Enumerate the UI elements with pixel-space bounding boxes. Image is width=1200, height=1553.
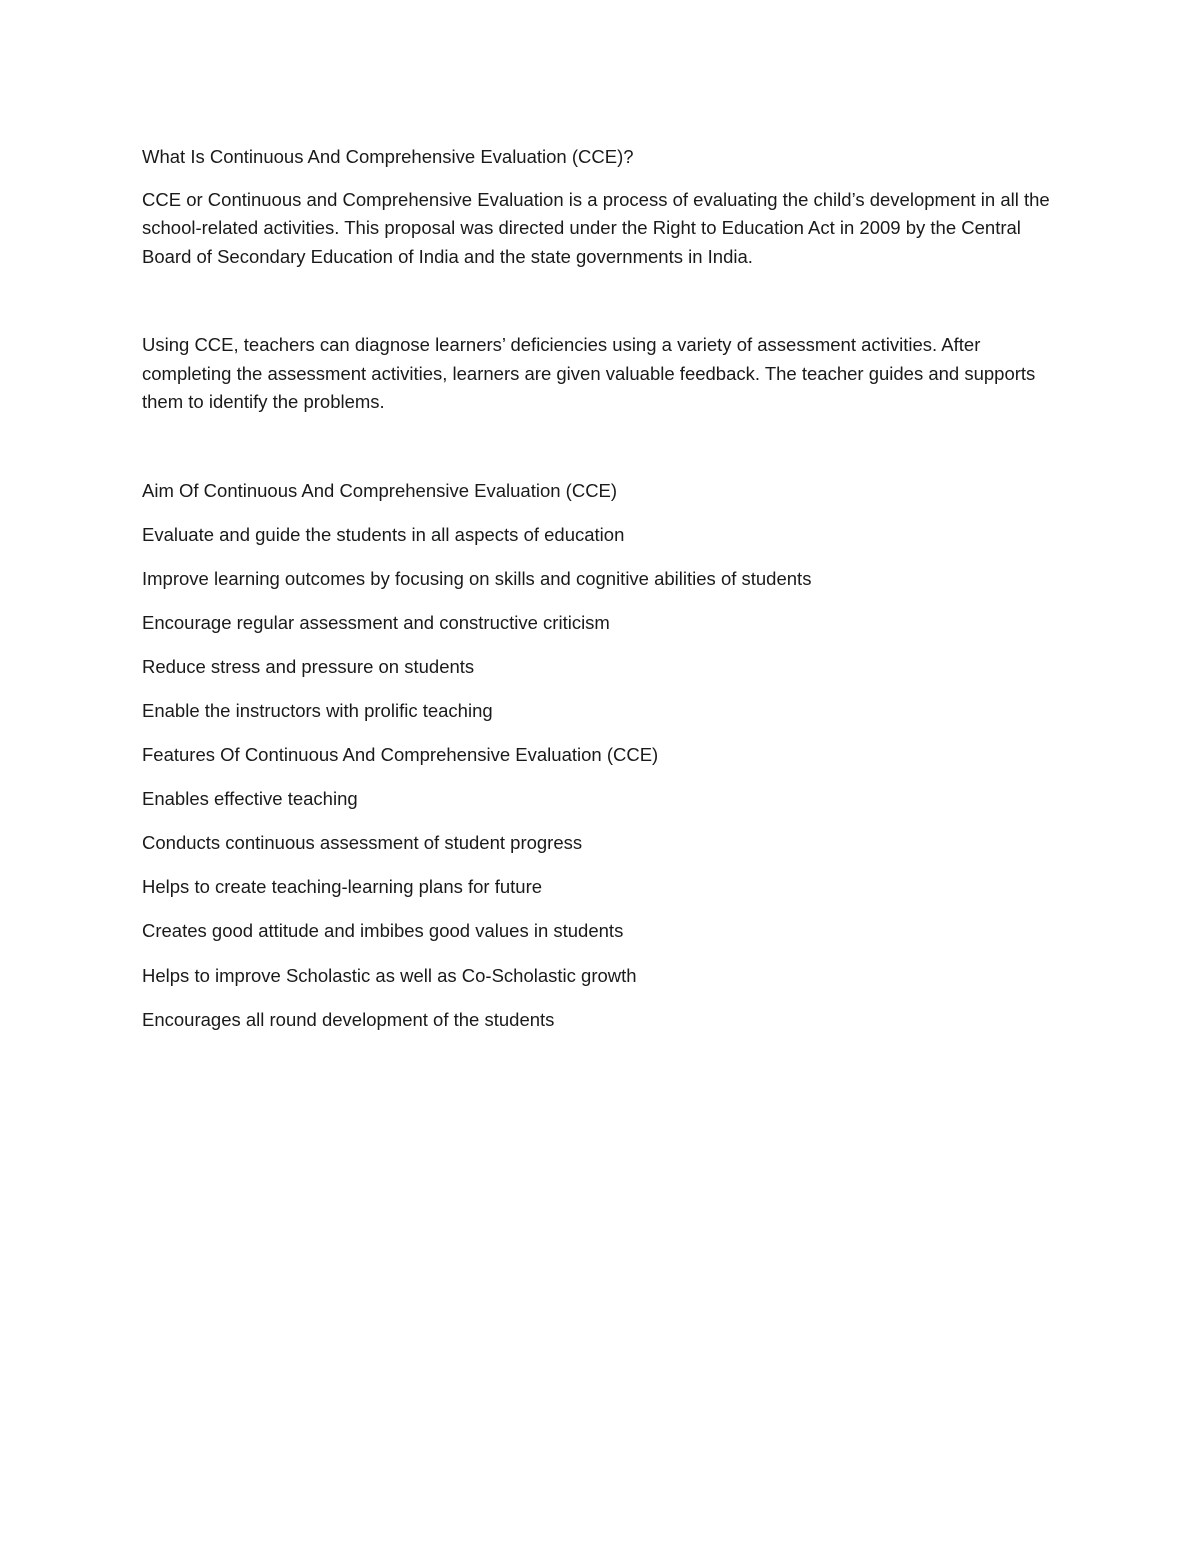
heading-aim: Aim Of Continuous And Comprehensive Evaluation (CCE) bbox=[142, 479, 618, 501]
aim-item: Encourage regular assessment and constructive criticism bbox=[142, 611, 610, 633]
paragraph-usage: Using CCE, teachers can diagnose learners’ deficiencies using a variety of assessment activities. After completing the assessment activities, learners are given valuable feedback. The teacher guides and supports them to identify the problems. bbox=[142, 334, 1036, 412]
heading-features: Features Of Continuous And Comprehensive Evaluation (CCE) bbox=[142, 744, 659, 766]
aim-item: Improve learning outcomes by focusing on skills and cognitive abilities of students bbox=[142, 567, 812, 589]
feature-item: Encourages all round development of the students bbox=[142, 1008, 555, 1030]
feature-item: Helps to improve Scholastic as well as Co-Scholastic growth bbox=[142, 964, 637, 986]
feature-item: Creates good attitude and imbibes good values in students bbox=[142, 920, 624, 942]
document-body bbox=[142, 143, 1062, 1050]
heading-what-is-cce: What Is Continuous And Comprehensive Evaluation (CCE)? bbox=[142, 146, 634, 167]
paragraph-definition: CCE or Continuous and Comprehensive Evaluation is a process of evaluating the child’s development in all the school-related activities. This proposal was directed under the Right to Education Act in 2009 by the Central Board of Secondary Education of India and the state governments in India. bbox=[142, 188, 1050, 267]
aim-item: Enable the instructors with prolific teaching bbox=[142, 699, 493, 721]
aim-item: Reduce stress and pressure on students bbox=[142, 655, 475, 677]
feature-item: Enables effective teaching bbox=[142, 788, 358, 810]
aim-item: Evaluate and guide the students in all aspects of education bbox=[142, 523, 625, 545]
feature-item: Helps to create teaching-learning plans for future bbox=[142, 876, 543, 898]
feature-item: Conducts continuous assessment of student progress bbox=[142, 832, 583, 854]
